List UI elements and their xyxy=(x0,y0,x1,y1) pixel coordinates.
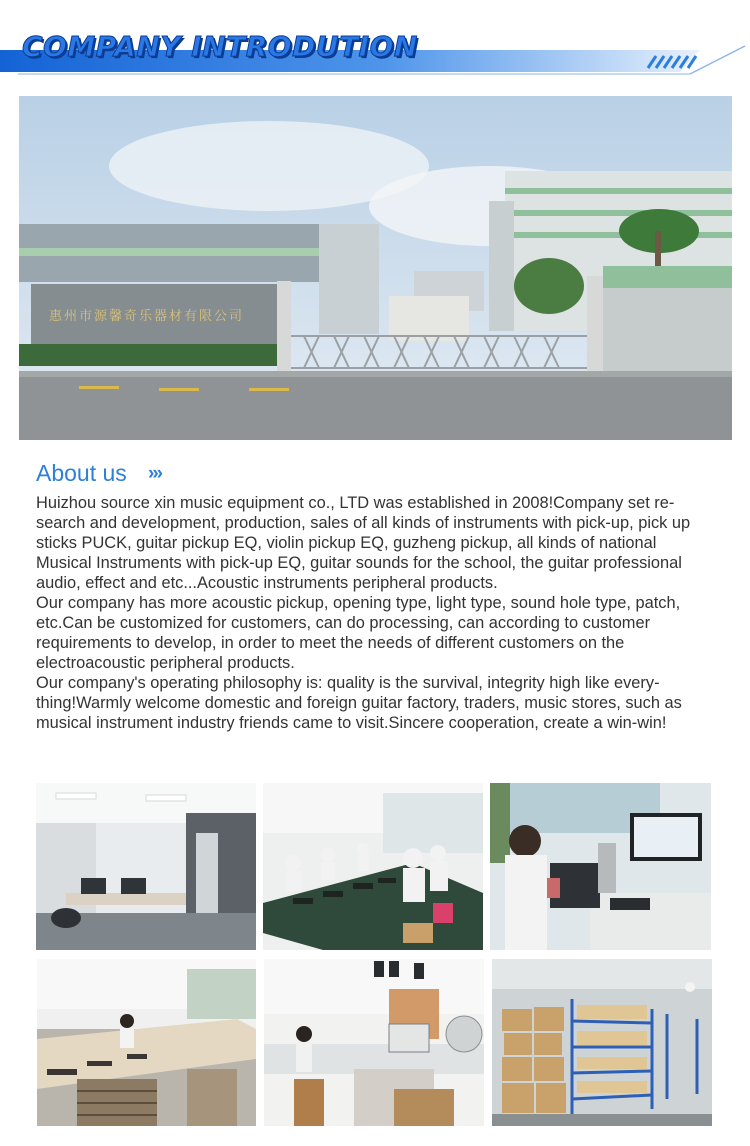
factory-gate-photo xyxy=(19,96,732,440)
assembly-line-photo xyxy=(263,783,483,950)
about-paragraph: Our company's operating philosophy is: quality is the survival, integrity high like everything!Warmly welcome domestic and foreign guitar factory, traders, music stores, such as musical instrument industry friends came to visit.Sincere cooperation, create a win-win! xyxy=(36,674,682,732)
warehouse-photo xyxy=(492,959,712,1126)
office-photo xyxy=(36,783,256,950)
about-paragraph: Huizhou source xin music equipment co., LTD was established in 2008!Company set research and development, production, sales of all kinds of instruments with pick-up, pick up sticks PUCK, guitar pickup EQ, violin pickup EQ, guzheng pickup, all kinds of national Musical Instruments with pick-up EQ, guitar sounds for the school, the guitar professional audio, effect and etc...Acoustic instruments peripheral products. xyxy=(36,494,691,592)
factory-sign-text: 惠州市源馨奇乐器材有限公司 xyxy=(49,309,245,324)
testing-lab-photo xyxy=(264,959,484,1126)
about-paragraph: Our company has more acoustic pickup, opening type, light type, sound hole type, patch, etc.Can be customized for customers, can do processing, can according to customer requirements to develop, in order to meet the needs of different customers on the electroacoustic peripheral products. xyxy=(36,594,681,672)
laser-machine-photo xyxy=(490,783,711,950)
chevron-right-icon: ››› xyxy=(148,463,161,484)
workbench-photo xyxy=(37,959,256,1126)
section-banner xyxy=(0,0,750,80)
about-body xyxy=(36,493,716,733)
section-title: COMPANY INTRODUTION xyxy=(22,30,418,63)
about-heading: About us xyxy=(36,460,127,486)
